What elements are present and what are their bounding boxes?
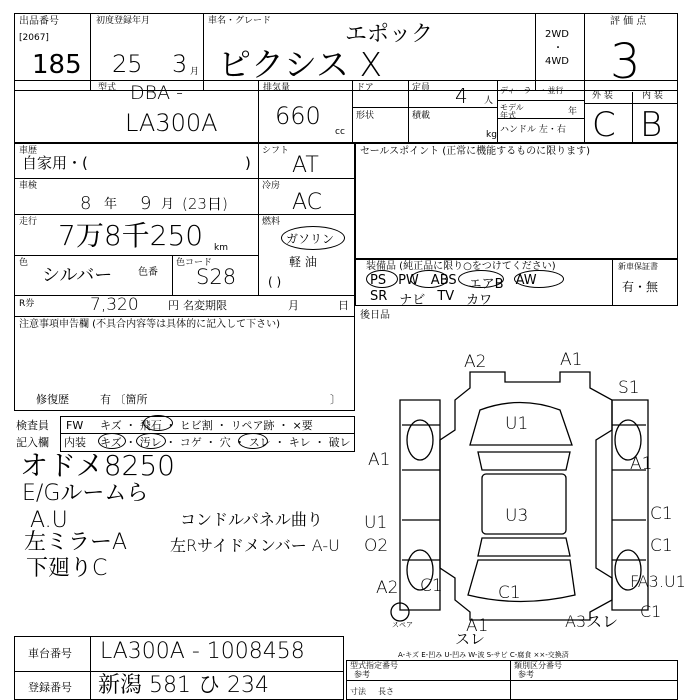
cc-unit: cc: [335, 127, 345, 137]
repair-close: 〕: [330, 393, 341, 406]
exterior-items: キズ ・ 飛石 ・ ヒビ割 ・ リペア跡 ・ ×要: [100, 419, 313, 432]
score-label: 評 価 点: [610, 16, 647, 27]
note-1: オドメ8250: [20, 449, 175, 482]
note-5: 下廻りC: [26, 556, 108, 581]
equip-tv: TV: [437, 289, 455, 304]
score-value: 3: [610, 34, 641, 90]
exterior-tag: FW: [66, 419, 84, 432]
mark-c1-bottom-right: C1: [640, 602, 662, 621]
mark-a1-top: A1: [560, 350, 583, 370]
divider: [346, 680, 678, 681]
year-unit: 年: [568, 107, 578, 117]
color-value: シルバー: [42, 265, 113, 286]
shift-value: AT: [292, 153, 319, 178]
mark-c1-lower-left: C1: [420, 576, 443, 596]
mark-sure-bottom: スレ: [455, 630, 486, 648]
mark-a2-top: A2: [464, 352, 487, 372]
equip-abs: ABS: [430, 273, 457, 288]
divider: [14, 671, 344, 672]
mark-c1-rear: C1: [498, 583, 521, 603]
mark-s1: S1: [618, 378, 640, 398]
lot-number: 185: [32, 50, 82, 80]
recorder-label: 記入欄: [16, 436, 49, 449]
model-year-label: モデル年式: [500, 103, 524, 120]
notes-label: 注意事項申告欄 (不具合内容等は具体的に記入して下さい): [19, 319, 280, 330]
kg-unit: kg: [486, 130, 497, 140]
equipment-label: 装備品 (純正品に限り○をつけてください): [366, 261, 556, 272]
fuel-diesel: 軽 油: [289, 255, 317, 269]
lot-sub: [2067]: [19, 33, 49, 43]
size-label: 寸法: [350, 687, 366, 696]
history-close: ): [245, 154, 251, 172]
history-label: 車歴: [19, 146, 38, 156]
interior-grade: B: [640, 105, 663, 145]
shape-label: 形状: [356, 111, 375, 121]
rear-seat-label: 後日品: [360, 310, 390, 321]
name-change-label: 名変期限: [183, 299, 227, 312]
reg-label: 登録番号: [28, 681, 72, 694]
displacement-value: 660: [275, 102, 321, 130]
length-label: 長さ: [378, 687, 394, 696]
capacity-label: 定員: [412, 83, 431, 93]
drive-4wd: 4WD: [545, 56, 569, 67]
note-7: 左Rサイドメンバー A-U: [170, 536, 340, 555]
equip-ps: PS: [370, 273, 387, 288]
windshield: [478, 452, 570, 470]
type-prefix: DBA -: [130, 82, 183, 104]
chassis-value: LA300A - 1008458: [100, 639, 305, 664]
drive-dot: ・: [553, 43, 563, 54]
note-6: コンドルパネル曲り: [180, 510, 323, 529]
category-label: 類別区分番号: [514, 661, 562, 670]
ac-label: 冷房: [262, 181, 281, 191]
ac-value: AC: [292, 190, 323, 215]
body-outline: [440, 372, 612, 620]
wheel: [407, 420, 433, 460]
mark-u3: U3: [505, 506, 529, 526]
lot-label: 出品番号: [19, 16, 59, 27]
mark-o2: O2: [364, 536, 389, 556]
damage-legend: A-キズ E-凹み U-凹み W-波 S-サビ C-腐食 ××-交換済: [398, 651, 569, 659]
mark-a3-sure: A3スレ: [565, 612, 619, 631]
first-reg-month: 3: [172, 50, 188, 78]
handle-label: ハンドル 左・右: [500, 125, 566, 135]
interior-tag: 内装: [64, 436, 86, 449]
km-unit: km: [214, 243, 228, 253]
recycle-label: R券: [19, 299, 35, 309]
form-type-sub: 参考: [354, 670, 370, 679]
drive-2wd: 2WD: [545, 29, 569, 40]
interior-items: キズ ・ 汚レ ・ コゲ ・ 穴 ・ スレ ・ キレ ・ 破レ: [100, 436, 351, 449]
displacement-label: 排気量: [263, 83, 291, 93]
inspection-day: (23日): [182, 195, 228, 213]
spare-label: スペア: [392, 621, 413, 629]
inspection-month: 9: [140, 193, 152, 214]
color-label: 色: [19, 258, 29, 268]
mark-a2-bottom: A2: [376, 578, 399, 598]
interior-label: 内 装: [642, 91, 663, 101]
inspector-label: 検査員: [16, 419, 49, 432]
history-value: 自家用・(: [22, 154, 88, 172]
equip-aw: AW: [515, 273, 537, 288]
dealer-label: ディーラー・並行: [500, 86, 564, 95]
exterior-grade: C: [592, 105, 616, 145]
color-num-label: 色番: [138, 267, 158, 278]
recycle-value: 7,320: [90, 295, 139, 315]
model-value: ピクシス X: [218, 45, 383, 84]
equip-airbag: エアB: [468, 277, 504, 292]
mark-fa3: FA3.U1: [630, 572, 686, 591]
first-reg-label: 初度登録年月: [96, 16, 151, 26]
warranty-label: 新車保証書: [618, 262, 658, 271]
fuel-gasoline: ガソリン: [286, 232, 335, 246]
mark-c1-right: C1: [650, 504, 673, 524]
door-label: ドア: [356, 83, 374, 93]
mileage-value: 7万8千250: [58, 219, 204, 252]
mark-a1-bottom: A1: [466, 616, 489, 636]
note-4: 左ミラーA: [24, 530, 128, 555]
shift-label: シフト: [262, 146, 290, 156]
yen-unit: 円: [168, 299, 179, 312]
equip-sr: SR: [370, 289, 388, 304]
month-unit: 月: [190, 67, 200, 77]
mark-u1-left: U1: [364, 513, 388, 533]
reg-value: 新潟 581 ひ 234: [98, 673, 269, 698]
form-type-label: 型式指定番号: [350, 661, 398, 670]
category-sub: 参考: [518, 670, 534, 679]
chassis-label: 車台番号: [28, 647, 72, 660]
note-2: E/Gルームら: [22, 481, 149, 506]
note-3: A.U: [30, 508, 68, 533]
month-label: 月: [288, 299, 299, 312]
mark-a1-left: A1: [368, 450, 391, 470]
mark-a1-right: A1: [630, 454, 653, 474]
day-label: 日: [338, 299, 349, 312]
equip-leather: カワ: [466, 293, 493, 308]
divider: [90, 636, 91, 700]
fuel-paren: ( ): [268, 275, 282, 289]
type-value: LA300A: [125, 109, 218, 137]
mark-c1-right2: C1: [650, 536, 673, 556]
capacity-unit: 人: [484, 96, 494, 106]
repair-label: 修復歴: [36, 393, 69, 406]
color-code-label: 色コード: [176, 258, 213, 268]
rear-hatch: [468, 560, 575, 602]
equip-pw: PW: [398, 273, 419, 288]
grade-value: エポック: [345, 22, 434, 47]
mileage-label: 走行: [19, 217, 38, 227]
exterior-label: 外 装: [592, 91, 613, 101]
sales-label: セールスポイント (正常に機能するものに限ります): [360, 146, 591, 157]
capacity-value: 4: [455, 84, 468, 108]
inspection-month-unit: 月: [161, 197, 175, 212]
inspection-year: 8: [80, 193, 92, 214]
load-label: 積載: [412, 111, 431, 121]
inspection-year-unit: 年: [104, 197, 118, 212]
make-grade-label: 車名・グレード: [208, 16, 272, 26]
repair-value: 有 〔箇所: [100, 393, 148, 406]
rear-window: [478, 538, 570, 556]
mark-u1-roof: U1: [505, 414, 529, 434]
fuel-label: 燃料: [262, 217, 281, 227]
warranty-value: 有・無: [622, 280, 659, 294]
color-code-value: S28: [196, 265, 237, 289]
equip-navi: ナビ: [399, 293, 426, 308]
first-reg-year: 25: [112, 50, 143, 78]
inspection-label: 車検: [19, 181, 38, 191]
type-label: 型式: [98, 83, 117, 93]
